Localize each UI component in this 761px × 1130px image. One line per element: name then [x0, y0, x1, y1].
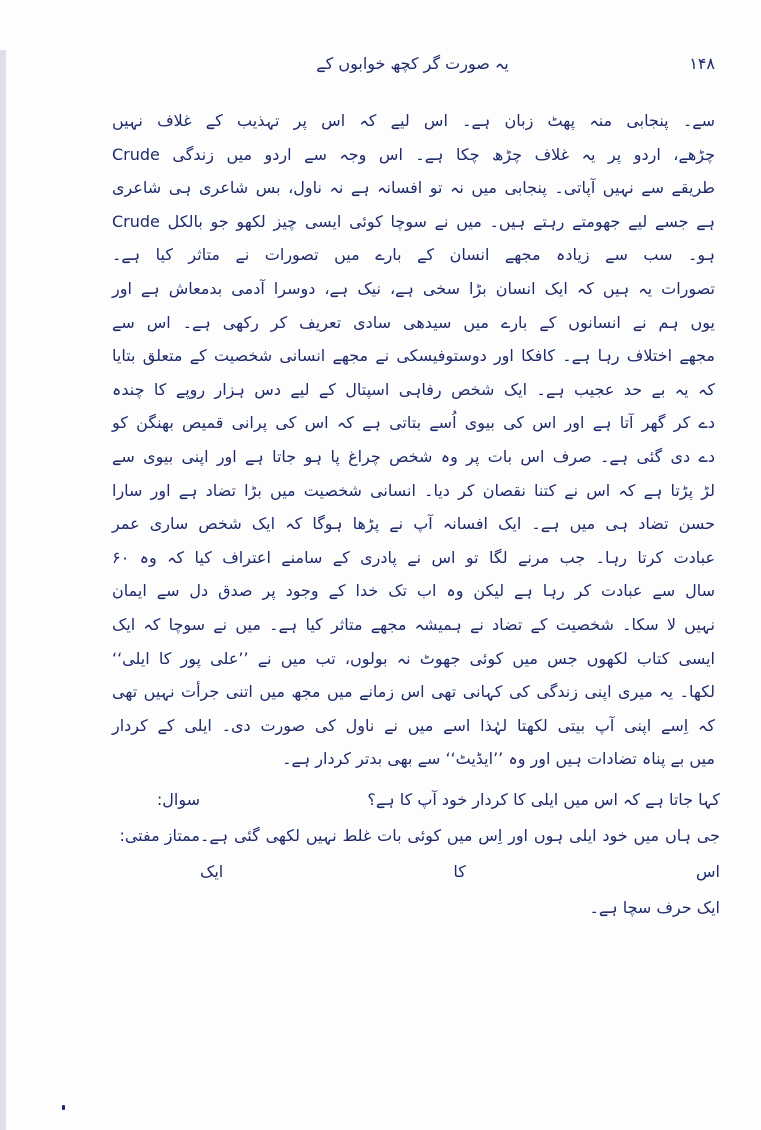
text-line: سال سے عبادت کر رہا ہے لیکن وہ اب تک خدا کے وجود پر صدق دل سے ایمان [112, 581, 715, 601]
page-header [110, 50, 715, 84]
text-line: ہے جسے لیے جھومتے رہتے ہیں۔ میں نے سوچا کوئی ایسی چیز لکھو جو بالکل Crude [112, 211, 715, 231]
answer-label: ممتاز مفتی: [119, 825, 200, 845]
text-line: کہ یہ بے حد عجیب ہے۔ ایک شخص رفاہی اسپتال کے لیے دس ہزار روپے کا چندہ [112, 379, 715, 399]
text-line: تصورات یہ ہیں کہ ایک انسان بڑا سخی ہے، نیک ہے، دوسرا آدمی بدمعاش ہے اور [112, 278, 716, 298]
page-edge [0, 50, 6, 1130]
text-line: طریقے سے نہیں آپاتی۔ پنجابی میں نہ تو افسانہ ہے نہ ناول، بس شاعری ہی شاعری [112, 178, 715, 198]
text-line: نہیں لا سکا۔ شخصیت کے تضاد نے ہمیشہ مجھے متاثر کیا ہے۔ میں نے سوچا کہ ایک [112, 614, 715, 634]
answer-block [112, 818, 720, 926]
text-line: ہو۔ سب سے زیادہ مجھے انسان کے بارے میں تصورات نے متاثر کیا ہے۔ [112, 245, 715, 265]
text-line: سے۔ پنجابی منہ پھٹ زبان ہے۔ اس لیے کہ اس پر تہذیب کے غلاف نہیں [112, 111, 715, 130]
text-line: لکھا۔ یہ میری اپنی زندگی کی کہانی تھی اس زمانے میں مجھ میں اتنی جرأت نہیں تھی [112, 682, 715, 702]
text-line: ایسی کتاب لکھوں جس میں کوئی جھوٹ نہ بولوں، تب میں نے ’’علی پور کا ایلی‘‘ [112, 648, 715, 668]
page-number: ۱۴۸ [689, 54, 715, 73]
text-line: یوں ہم نے انسانوں کے بارے میں سیدھی سادی تعریف کر رکھی ہے۔ اس سے [112, 312, 715, 332]
running-title: یہ صورت گر کچھ خوابوں کے [316, 54, 509, 73]
body-text [112, 104, 715, 776]
question-label: سوال: [156, 789, 200, 809]
text-line: کہ اِسے اپنی آپ بیتی لکھتا لہٰذا اسے میں نے ناول کی صورت دی۔ ایلی کے کردار [112, 715, 715, 735]
text-line: عبادت کرتا رہا۔ جب مرنے لگا تو اس نے پادری کے سامنے اعتراف کیا کہ وہ ۶۰ [112, 547, 715, 567]
text-line: میں بے پناہ تضادات ہیں اور وہ ’’ایڈیٹ‘‘ سے بھی بدتر کردار ہے۔ [282, 749, 715, 769]
text-line: مجھے اختلاف رہا ہے۔ کافکا اور دوستوفیسکی نے مجھے انسانی شخصیت کے متعلق بتایا [112, 346, 715, 366]
question-text: کہا جاتا ہے کہ اس میں ایلی کا کردار خود آپ کا ہے؟ [367, 789, 720, 809]
text-line: لڑ پڑتا ہے کہ اس نے کتنا نقصان کر دیا۔ انسانی شخصیت میں بڑا تضاد ہے اور سارا [112, 480, 715, 500]
text-line: حسن تضاد ہی میں ہے۔ ایک افسانہ آپ نے پڑھا ہوگا کہ ایک شخص ساری عمر [112, 514, 715, 534]
answer-line: جی ہاں میں خود ایلی ہوں اور اِس میں کوئی بات غلط نہیں لکھی گئی ہے۔ اس کا ایک [200, 825, 720, 881]
text-line: چڑھے، اردو پر یہ غلاف چڑھ چکا ہے۔ اس وجہ سے اردو میں زندگی Crude [112, 144, 715, 164]
text-line: دے دی گئی ہے۔ صرف اس بات پر وہ شخص چراغ پا ہو جاتا ہے اور اپنی بیوی سے [112, 446, 715, 466]
text-line: دے کر گھر آتا ہے اور اس کی بیوی اُسے بتاتی ہے کہ اس کی پرانی قمیص بھنگن کو [112, 413, 715, 433]
answer-line: ایک حرف سچا ہے۔ [589, 897, 720, 917]
question-block [112, 782, 720, 818]
ink-speck [62, 1105, 65, 1110]
